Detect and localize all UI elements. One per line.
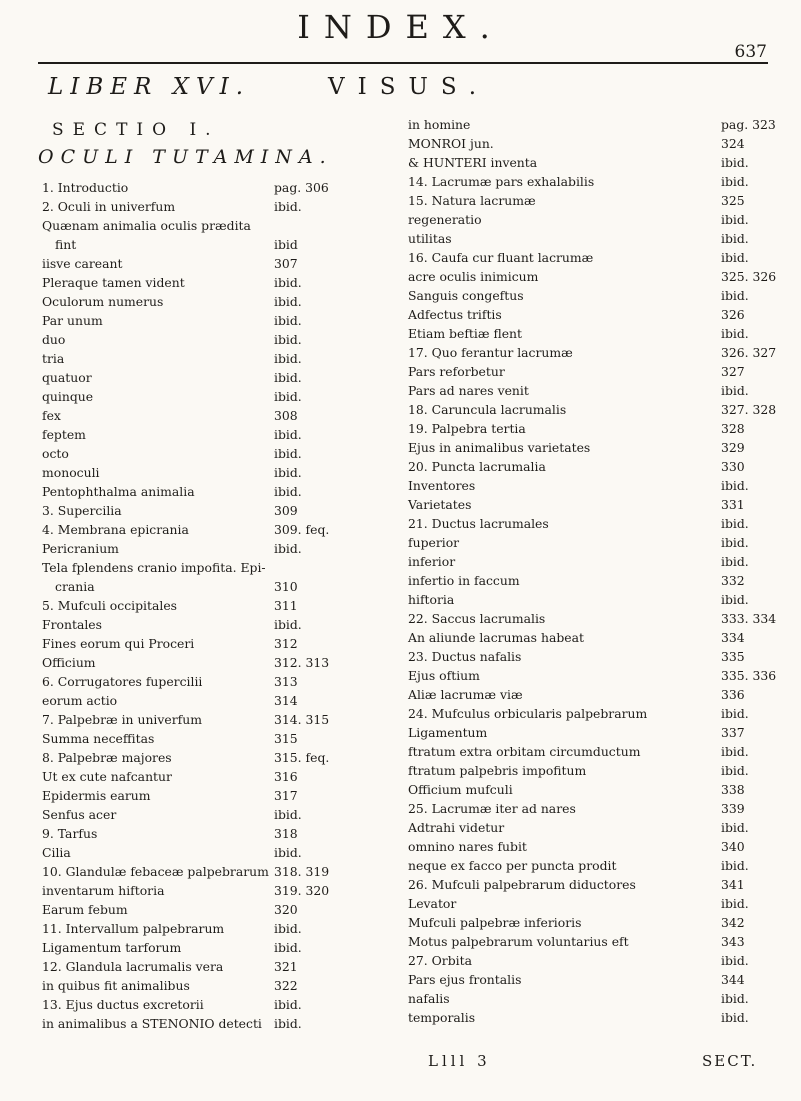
- entry-text: Fines eorum qui Proceri: [42, 636, 195, 651]
- entry-page: pag. 323: [721, 117, 776, 132]
- entry-page: 328: [721, 421, 745, 436]
- subject-title: VISUS.: [328, 74, 490, 100]
- entry-text: Officium mufculi: [408, 782, 513, 797]
- entry-page: 327. 328: [721, 402, 777, 417]
- entry-text: Inventores: [408, 478, 476, 493]
- entry-text: Pleraque tamen vident: [42, 275, 185, 290]
- entry-text: Pars ejus frontalis: [408, 972, 522, 987]
- entry-text: Levator: [408, 896, 457, 911]
- entry-page: 343: [721, 934, 745, 949]
- entry-text: fuperior: [408, 535, 460, 550]
- entry-text: Pericranium: [42, 541, 119, 556]
- entry-text: tria: [42, 351, 65, 366]
- entry-page: 339: [721, 801, 745, 816]
- entry-page: ibid.: [721, 174, 749, 189]
- entry-text: crania: [55, 579, 95, 594]
- entry-text: nafalis: [408, 991, 450, 1006]
- entry-page: ibid.: [274, 921, 302, 936]
- entry-text: Pars ad nares venit: [408, 383, 529, 398]
- entry-text: Officium: [42, 655, 96, 670]
- entry-text: Ligamentum: [408, 725, 488, 740]
- entry-page: ibid.: [721, 478, 749, 493]
- entry-page: 336: [721, 687, 745, 702]
- entry-text: Pars reforbetur: [408, 364, 505, 379]
- entry-page: ibid.: [721, 231, 749, 246]
- entry-text: Ejus in animalibus varietates: [408, 440, 591, 455]
- entry-page: ibid.: [274, 427, 302, 442]
- entry-page: 321: [274, 959, 298, 974]
- entry-text: in animalibus a STENONIO detecti: [42, 1016, 262, 1031]
- entry-page: ibid.: [274, 1016, 302, 1031]
- entry-text: quinque: [42, 389, 94, 404]
- entry-page: 327: [721, 364, 745, 379]
- entry-text: 22. Saccus lacrumalis: [408, 611, 546, 626]
- entry-page: ibid.: [274, 465, 302, 480]
- entry-page: ibid.: [721, 858, 749, 873]
- entry-text: eorum actio: [42, 693, 118, 708]
- entry-page: 322: [274, 978, 298, 993]
- entry-text: ftratum palpebris impofitum: [408, 763, 587, 778]
- entry-page: ibid.: [721, 896, 749, 911]
- entry-text: 10. Glandulæ febaceæ palpebrarum: [42, 864, 269, 879]
- entry-text: 18. Caruncula lacrumalis: [408, 402, 567, 417]
- entry-page: 310: [274, 579, 298, 594]
- entry-text: Adtrahi videtur: [408, 820, 505, 835]
- entry-text: omnino nares fubit: [408, 839, 527, 854]
- entry-page: 331: [721, 497, 745, 512]
- entry-page: ibid.: [721, 1010, 749, 1025]
- entry-page: 319. 320: [274, 883, 330, 898]
- entry-page: 314: [274, 693, 298, 708]
- entry-text: 13. Ejus ductus excretorii: [42, 997, 204, 1012]
- entry-text: 21. Ductus lacrumales: [408, 516, 549, 531]
- entry-page: 340: [721, 839, 745, 854]
- entry-text: An aliunde lacrumas habeat: [408, 630, 584, 645]
- entry-text: Ut ex cute nafcantur: [42, 769, 172, 784]
- book-title: LIBER XVI.: [48, 74, 251, 100]
- entry-page: ibid: [274, 237, 298, 252]
- entry-text: 12. Glandula lacrumalis vera: [42, 959, 224, 974]
- entry-text: 26. Mufculi palpebrarum diductores: [408, 877, 636, 892]
- entry-page: 307: [274, 256, 298, 271]
- entry-page: ibid.: [274, 351, 302, 366]
- entry-page: 315: [274, 731, 298, 746]
- entry-page: 326: [721, 307, 745, 322]
- entry-page: ibid.: [721, 820, 749, 835]
- entry-page: ibid.: [721, 953, 749, 968]
- entry-text: 3. Supercilia: [42, 503, 122, 518]
- entry-text: 5. Mufculi occipitales: [42, 598, 178, 613]
- entry-page: ibid.: [721, 326, 749, 341]
- entry-text: Oculorum numerus: [42, 294, 164, 309]
- entry-page: 338: [721, 782, 745, 797]
- entry-page: 342: [721, 915, 745, 930]
- section-subheading: OCULI TUTAMINA.: [38, 146, 333, 168]
- entry-text: iisve careant: [42, 256, 123, 271]
- entry-page: ibid.: [274, 845, 302, 860]
- entry-text: inferior: [408, 554, 456, 569]
- entry-text: monoculi: [42, 465, 100, 480]
- entry-text: infertio in faccum: [408, 573, 520, 588]
- section-heading: SECTIO I.: [52, 120, 220, 140]
- entry-text: 2. Oculi in univerfum: [42, 199, 176, 214]
- entry-text: 11. Intervallum palpebrarum: [42, 921, 225, 936]
- entry-page: 314. 315: [274, 712, 330, 727]
- entry-page: 317: [274, 788, 298, 803]
- entry-page: 337: [721, 725, 745, 740]
- entry-page: 335. 336: [721, 668, 777, 683]
- entry-page: ibid.: [274, 807, 302, 822]
- entry-page: 315. feq.: [274, 750, 330, 765]
- entry-page: 318. 319: [274, 864, 330, 879]
- entry-text: MONROI jun.: [408, 136, 494, 151]
- entry-page: 325. 326: [721, 269, 777, 284]
- entry-page: ibid.: [721, 250, 749, 265]
- entry-text: in homine: [408, 117, 471, 132]
- entry-page: 326. 327: [721, 345, 777, 360]
- entry-text: hiftoria: [408, 592, 455, 607]
- entry-page: ibid.: [274, 617, 302, 632]
- entry-text: Cilia: [42, 845, 71, 860]
- entry-text: regeneratio: [408, 212, 482, 227]
- entry-page: ibid.: [274, 294, 302, 309]
- entry-page: 329: [721, 440, 745, 455]
- entry-text: & HUNTERI inventa: [408, 155, 538, 170]
- entry-text: fint: [55, 237, 77, 252]
- entry-page: ibid.: [721, 706, 749, 721]
- running-head: INDEX.: [297, 8, 504, 46]
- entry-page: 325: [721, 193, 745, 208]
- entry-page: 332: [721, 573, 745, 588]
- entry-text: feptem: [42, 427, 86, 442]
- entry-text: Sanguis congeftus: [408, 288, 524, 303]
- entry-text: 14. Lacrumæ pars exhalabilis: [408, 174, 595, 189]
- entry-page: ibid.: [721, 516, 749, 531]
- entry-text: Summa neceffitas: [42, 731, 155, 746]
- entry-text: in quibus fit animalibus: [42, 978, 190, 993]
- entry-page: ibid.: [274, 997, 302, 1012]
- entry-page: ibid.: [721, 592, 749, 607]
- entry-text: ftratum extra orbitam circumductum: [408, 744, 641, 759]
- entry-page: 344: [721, 972, 745, 987]
- entry-text: 8. Palpebræ majores: [42, 750, 172, 765]
- page-number: 637: [734, 42, 767, 62]
- entry-page: 313: [274, 674, 298, 689]
- entry-text: 20. Puncta lacrumalia: [408, 459, 546, 474]
- entry-text: Mufculi palpebræ inferioris: [408, 915, 582, 930]
- entry-page: 324: [721, 136, 745, 151]
- entry-page: ibid.: [274, 484, 302, 499]
- entry-page: 320: [274, 902, 298, 917]
- signature-mark: Llll 3: [428, 1052, 491, 1070]
- entry-text: Adfectus triftis: [408, 307, 502, 322]
- entry-page: 318: [274, 826, 298, 841]
- entry-page: ibid.: [274, 199, 302, 214]
- entry-text: utilitas: [408, 231, 452, 246]
- entry-page: ibid.: [274, 332, 302, 347]
- entry-page: ibid.: [721, 288, 749, 303]
- entry-text: neque ex facco per puncta prodit: [408, 858, 617, 873]
- entry-text: Senfus acer: [42, 807, 117, 822]
- entry-text: Epidermis earum: [42, 788, 151, 803]
- entry-page: ibid.: [721, 991, 749, 1006]
- entry-text: duo: [42, 332, 66, 347]
- catchword: SECT.: [702, 1052, 758, 1070]
- entry-page: ibid.: [721, 535, 749, 550]
- entry-page: pag. 306: [274, 180, 329, 195]
- entry-text: Frontales: [42, 617, 102, 632]
- entry-text: Etiam beftiæ flent: [408, 326, 522, 341]
- entry-text: Earum febum: [42, 902, 128, 917]
- entry-page: 335: [721, 649, 745, 664]
- entry-text: 19. Palpebra tertia: [408, 421, 526, 436]
- entry-page: 312. 313: [274, 655, 330, 670]
- entry-page: 311: [274, 598, 298, 613]
- entry-page: 312: [274, 636, 298, 651]
- entry-page: ibid.: [274, 541, 302, 556]
- entry-page: ibid.: [721, 554, 749, 569]
- entry-text: 17. Quo ferantur lacrumæ: [408, 345, 573, 360]
- entry-text: quatuor: [42, 370, 92, 385]
- entry-text: 24. Mufculus orbicularis palpebrarum: [408, 706, 648, 721]
- entry-text: fex: [42, 408, 61, 423]
- entry-text: 16. Caufa cur fluant lacrumæ: [408, 250, 594, 265]
- entry-text: octo: [42, 446, 69, 461]
- entry-page: ibid.: [721, 155, 749, 170]
- entry-text: 1. Introductio: [42, 180, 129, 195]
- entry-text: acre oculis inimicum: [408, 269, 539, 284]
- entry-text: Par unum: [42, 313, 103, 328]
- entry-text: temporalis: [408, 1010, 476, 1025]
- entry-page: 341: [721, 877, 745, 892]
- entry-text: inventarum hiftoria: [42, 883, 165, 898]
- entry-text: 9. Tarfus: [42, 826, 98, 841]
- entry-page: 333. 334: [721, 611, 777, 626]
- entry-text: 25. Lacrumæ iter ad nares: [408, 801, 576, 816]
- entry-page: ibid.: [721, 383, 749, 398]
- entry-page: ibid.: [274, 446, 302, 461]
- entry-page: ibid.: [721, 763, 749, 778]
- entry-text: 6. Corrugatores fupercilii: [42, 674, 203, 689]
- entry-text: 7. Palpebræ in univerfum: [42, 712, 202, 727]
- entry-text: Pentophthalma animalia: [42, 484, 195, 499]
- entry-page: 308: [274, 408, 298, 423]
- entry-text: 4. Membrana epicrania: [42, 522, 189, 537]
- entry-text: Ejus oftium: [408, 668, 480, 683]
- entry-text: Ligamentum tarforum: [42, 940, 182, 955]
- entry-text: Motus palpebrarum voluntarius eft: [408, 934, 629, 949]
- entry-text: 23. Ductus nafalis: [408, 649, 522, 664]
- entry-page: ibid.: [274, 389, 302, 404]
- entry-text: Tela fplendens cranio impofita. Epi-: [42, 560, 266, 575]
- entry-page: 309: [274, 503, 298, 518]
- entry-text: Aliæ lacrumæ viæ: [408, 687, 523, 702]
- entry-page: ibid.: [274, 313, 302, 328]
- entry-page: 330: [721, 459, 745, 474]
- entry-page: ibid.: [274, 370, 302, 385]
- entry-page: ibid.: [721, 212, 749, 227]
- entry-page: 334: [721, 630, 745, 645]
- entry-page: ibid.: [274, 275, 302, 290]
- entry-page: ibid.: [721, 744, 749, 759]
- entry-text: 27. Orbita: [408, 953, 472, 968]
- entry-page: ibid.: [274, 940, 302, 955]
- top-rule: [38, 62, 768, 64]
- entry-text: Varietates: [408, 497, 472, 512]
- entry-page: 309. feq.: [274, 522, 330, 537]
- entry-text: Quænam animalia oculis prædita: [42, 218, 251, 233]
- entry-page: 316: [274, 769, 298, 784]
- entry-text: 15. Natura lacrumæ: [408, 193, 536, 208]
